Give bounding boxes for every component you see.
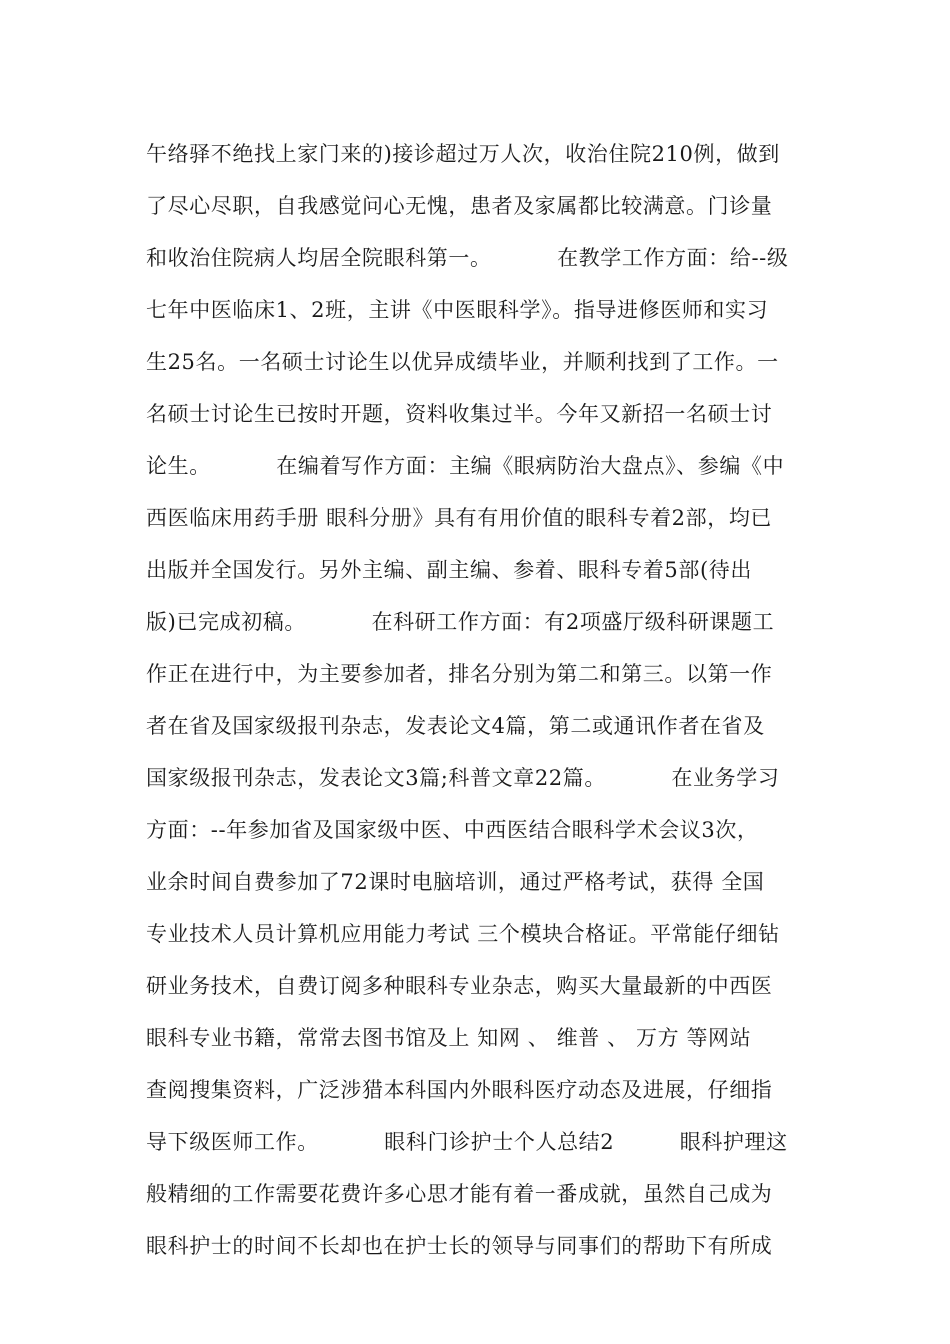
text-line: 七年中医临床1、2班，主讲《中医眼科学》。指导进修医师和实习	[146, 298, 769, 322]
text-line: 出版并全国发行。另外主编、副主编、参着、眼科专着5部(待出	[146, 558, 752, 582]
text-line: 名硕士讨论生已按时开题，资料收集过半。今年又新招一名硕士讨	[146, 402, 773, 426]
text-line: 者在省及国家级报刊杂志，发表论文4篇，第二或通讯作者在省及	[146, 714, 765, 738]
text-line: 国家级报刊杂志，发表论文3篇;科普文章22篇。 在业务学习	[146, 766, 780, 790]
text-line: 查阅搜集资料，广泛涉猎本科国内外眼科医疗动态及进展，仔细指	[146, 1078, 773, 1102]
text-line: 西医临床用药手册 眼科分册》具有有用价值的眼科专着2部，均已	[146, 506, 773, 530]
text-line: 方面：--年参加省及国家级中医、中西医结合眼科学术会议3次，	[146, 818, 759, 842]
text-line: 专业技术人员计算机应用能力考试 三个模块合格证。平常能仔细钻	[146, 922, 780, 946]
text-line: 论生。 在编着写作方面：主编《眼病防治大盘点》、参编《中	[146, 454, 785, 478]
text-line: 眼科护士的时间不长却也在护士长的领导与同事们的帮助下有所成	[146, 1234, 773, 1258]
text-line: 业余时间自费参加了72课时电脑培训，通过严格考试，获得 全国	[146, 870, 765, 894]
text-line: 导下级医师工作。 眼科门诊护士个人总结2 眼科护理这	[146, 1130, 788, 1154]
text-line: 了尽心尽职，自我感觉问心无愧，患者及家属都比较满意。门诊量	[146, 194, 773, 218]
text-line: 生25名。一名硕士讨论生以优异成绩毕业，并顺利找到了工作。一	[146, 350, 779, 374]
text-line: 版)已完成初稿。 在科研工作方面：有2项盛厅级科研课题工	[146, 610, 775, 634]
text-line: 作正在进行中，为主要参加者，排名分别为第二和第三。以第一作	[146, 662, 773, 686]
text-line: 午络驿不绝找上家门来的)接诊超过万人次，收治住院210例，做到	[146, 142, 780, 166]
body-text	[146, 128, 816, 1272]
text-line: 研业务技术，自费订阅多种眼科专业杂志，购买大量最新的中西医	[146, 974, 773, 998]
text-line: 眼科专业书籍，常常去图书馆及上 知网 、 维普 、 万方 等网站	[146, 1026, 752, 1050]
text-line: 般精细的工作需要花费许多心思才能有着一番成就，虽然自己成为	[146, 1182, 773, 1206]
text-line: 和收治住院病人均居全院眼科第一。 在教学工作方面：给--级	[146, 246, 789, 270]
